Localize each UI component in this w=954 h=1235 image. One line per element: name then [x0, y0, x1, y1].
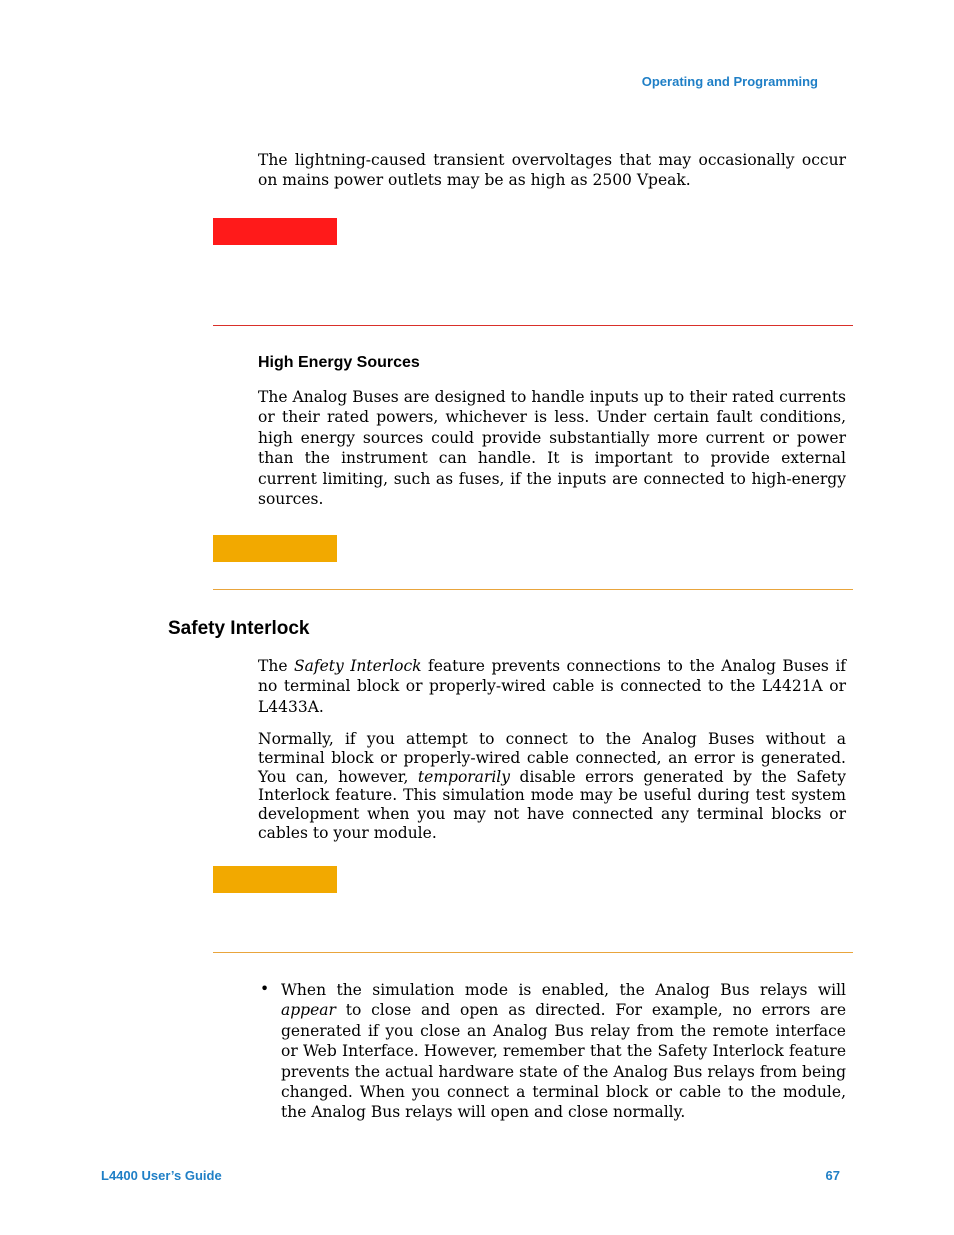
high-energy-heading: High Energy Sources: [258, 354, 420, 371]
p1-emphasis: Safety Interlock: [294, 657, 422, 675]
bullet-item: [281, 980, 846, 1123]
warning-label-bar: [213, 218, 337, 245]
p1-text-before: The: [258, 657, 294, 675]
safety-interlock-paragraph-2: [258, 730, 846, 843]
high-energy-paragraph: The Analog Buses are designed to handle inputs up to their rated currents or their rated powers, whichever is less. Under certain fault conditions, high energy sources could provide substantially more current or power than the instrument can handle. It is important to provide external current limiting, such as fuses, if the inputs are connected to high-energy sources.: [258, 388, 846, 509]
p2-emphasis: temporarily: [417, 767, 511, 786]
caution-divider-2: [213, 952, 853, 953]
bullet-text-after: to close and open as directed. For example, no errors are generated if you close an Analog Bus relay from the remote interface or Web Interface. However, remember that the Safety Interlock feature prevents the actual hardware state of the Analog Bus relays from being changed. When you connect a terminal block or cable to the module, the Analog Bus relays will open and close normally.: [281, 1001, 846, 1122]
intro-paragraph: The lightning-caused transient overvoltages that may occasionally occur on mains power outlets may be as high as 2500 Vpeak.: [258, 151, 846, 190]
p1-text-after: feature prevents connections to the Analog Buses if no terminal block or properly-wired cable is connected to the L4421A or L4433A.: [258, 657, 847, 716]
caution-label-bar-2: [213, 866, 337, 893]
caution-label-bar-1: [213, 535, 337, 562]
p2-text-after: disable errors generated by the Safety Interlock feature. This simulation mode may be useful during test system development when you may not have connected any terminal blocks or cables to your module.: [258, 767, 846, 842]
bullet-emphasis: appear: [281, 1001, 336, 1020]
safety-interlock-heading: Safety Interlock: [168, 618, 310, 639]
bullet-text-before: When the simulation mode is enabled, the Analog Bus relays will: [281, 981, 846, 999]
bullet-mark: •: [260, 980, 270, 998]
warning-divider: [213, 325, 853, 326]
p2-text-before: Normally, if you attempt to connect to the Analog Buses without a terminal block or properly-wired cable connected, an error is generated. You can, however,: [258, 730, 846, 786]
footer-guide-title: L4400 User’s Guide: [101, 1168, 222, 1183]
running-header: Operating and Programming: [641, 74, 818, 89]
caution-divider-1: [213, 589, 853, 590]
safety-interlock-paragraph-1: [258, 656, 846, 717]
footer-page-number: 67: [825, 1168, 840, 1183]
